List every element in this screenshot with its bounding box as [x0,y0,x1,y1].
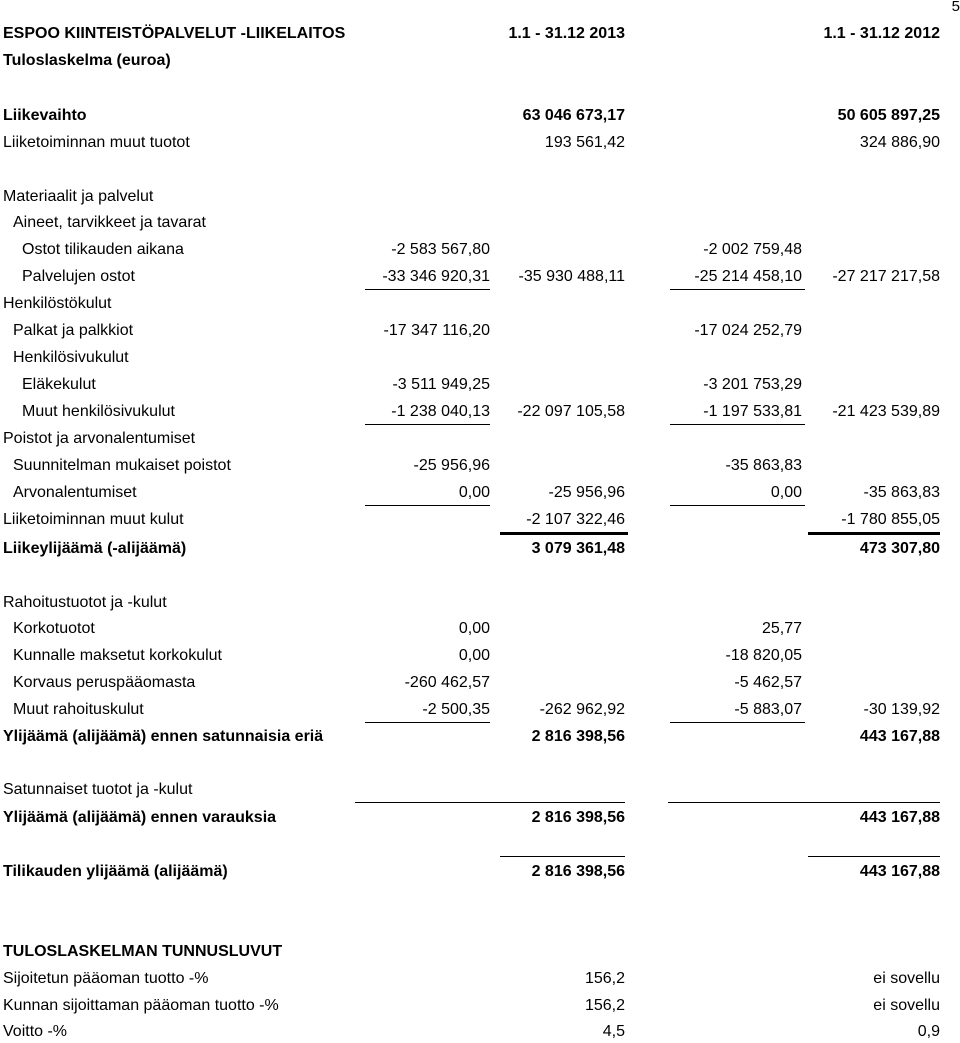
kpi-prev: ei sovellu [873,970,940,987]
row-label: Henkilösivukulut [13,349,129,366]
prev-total: -1 780 855,05 [841,511,940,528]
underline [670,505,805,506]
cur-total: 193 561,42 [544,134,625,151]
underline [670,424,805,425]
underline [670,289,805,290]
row-label: Ylijäämä (alijäämä) ennen satunnaisia eriä [3,728,324,745]
kpi-label: Kunnan sijoittaman pääoman tuotto -% [3,997,279,1014]
prev-total: 473 307,80 [859,540,940,557]
cur-total: 2 816 398,56 [531,809,625,826]
period-previous: 1.1 - 31.12 2012 [823,25,940,42]
underline [365,505,490,506]
underline [670,722,805,723]
prev-total: 443 167,88 [859,728,940,745]
underline [355,802,625,803]
kpi-prev: 0,9 [917,1023,940,1040]
row-label: Muut henkilösivukulut [22,403,175,420]
page-number: 5 [951,0,960,15]
row-label: Henkilöstökulut [3,295,112,312]
prev-detail: -5 883,07 [734,701,802,718]
row-label: Liikeylijäämä (-alijäämä) [3,540,187,557]
prev-total: -21 423 539,89 [832,403,940,420]
cur-total: 2 816 398,56 [531,863,625,880]
total-rule [500,532,628,535]
prev-detail: -18 820,05 [725,647,802,664]
row-label: Arvonalentumiset [13,484,137,501]
underline [500,856,625,857]
prev-detail: -25 214 458,10 [694,268,802,285]
cur-detail: -17 347 116,20 [383,322,490,339]
row-label: Tilikauden ylijäämä (alijäämä) [3,863,228,880]
cur-total: 2 816 398,56 [531,728,625,745]
kpi-prev: ei sovellu [873,997,940,1014]
cur-total: -262 962,92 [539,701,625,718]
prev-detail: -1 197 533,81 [703,403,802,420]
cur-total: 63 046 673,17 [522,107,625,124]
cur-detail: 0,00 [458,647,490,664]
prev-detail: -2 002 759,48 [703,241,802,258]
cur-detail: -260 462,57 [404,674,490,691]
row-label: Liikevaihto [3,107,87,124]
row-label: Korvaus peruspääomasta [13,674,196,691]
prev-total: 50 605 897,25 [837,107,940,124]
prev-total: 443 167,88 [859,863,940,880]
underline [365,289,490,290]
underline [365,424,490,425]
prev-total: -35 863,83 [863,484,940,501]
row-label: Ostot tilikauden aikana [22,241,184,258]
cur-detail: -2 500,35 [422,701,490,718]
row-label: Satunnaiset tuotot ja -kulut [3,781,193,798]
row-label: Palvelujen ostot [22,268,135,285]
kpi-label: Sijoitetun pääoman tuotto -% [3,970,209,987]
cur-detail: -3 511 949,25 [392,376,490,393]
row-label: Liiketoiminnan muut tuotot [3,134,190,151]
cur-detail: 0,00 [458,484,490,501]
total-rule [808,532,940,535]
kpi-cur: 4,5 [602,1023,625,1040]
cur-total: -2 107 322,46 [526,511,625,528]
kpi-cur: 156,2 [584,970,625,987]
prev-detail: -3 201 753,29 [703,376,802,393]
row-label: Eläkekulut [22,376,96,393]
period-current: 1.1 - 31.12 2013 [508,25,625,42]
row-label: Materiaalit ja palvelut [3,188,154,205]
prev-detail: -17 024 252,79 [694,322,802,339]
prev-total: 324 886,90 [859,134,940,151]
row-label: Ylijäämä (alijäämä) ennen varauksia [3,809,277,826]
kpi-title: TULOSLASKELMAN TUNNUSLUVUT [3,943,283,960]
cur-detail: -2 583 567,80 [391,241,490,258]
prev-detail: 25,77 [761,620,802,637]
cur-total: -35 930 488,11 [518,268,625,285]
cur-total: 3 079 361,48 [531,540,625,557]
cur-detail: -1 238 040,13 [391,403,490,420]
prev-total: -30 139,92 [863,701,940,718]
row-label: Liiketoiminnan muut kulut [3,511,184,528]
row-label: Kunnalle maksetut korkokulut [13,647,222,664]
row-label: Muut rahoituskulut [13,701,144,718]
kpi-label: Voitto -% [3,1023,68,1040]
underline [668,802,940,803]
cur-total: -22 097 105,58 [517,403,625,420]
kpi-cur: 156,2 [584,997,625,1014]
row-label: Rahoitustuotot ja -kulut [3,594,167,611]
underline [808,856,940,857]
org-title: ESPOO KIINTEISTÖPALVELUT -LIIKELAITOS [3,25,346,42]
prev-detail: 0,00 [770,484,802,501]
row-label: Aineet, tarvikkeet ja tavarat [13,214,206,231]
statement-subtitle: Tuloslaskelma (euroa) [3,52,171,69]
prev-total: -27 217 217,58 [832,268,940,285]
cur-detail: 0,00 [458,620,490,637]
row-label: Suunnitelman mukaiset poistot [13,457,231,474]
row-label: Poistot ja arvonalentumiset [3,430,196,447]
row-label: Palkat ja palkkiot [13,322,134,339]
cur-detail: -25 956,96 [413,457,490,474]
underline [365,722,490,723]
prev-detail: -5 462,57 [734,674,802,691]
row-label: Korkotuotot [13,620,95,637]
cur-detail: -33 346 920,31 [382,268,490,285]
cur-total: -25 956,96 [548,484,625,501]
prev-total: 443 167,88 [859,809,940,826]
prev-detail: -35 863,83 [725,457,802,474]
